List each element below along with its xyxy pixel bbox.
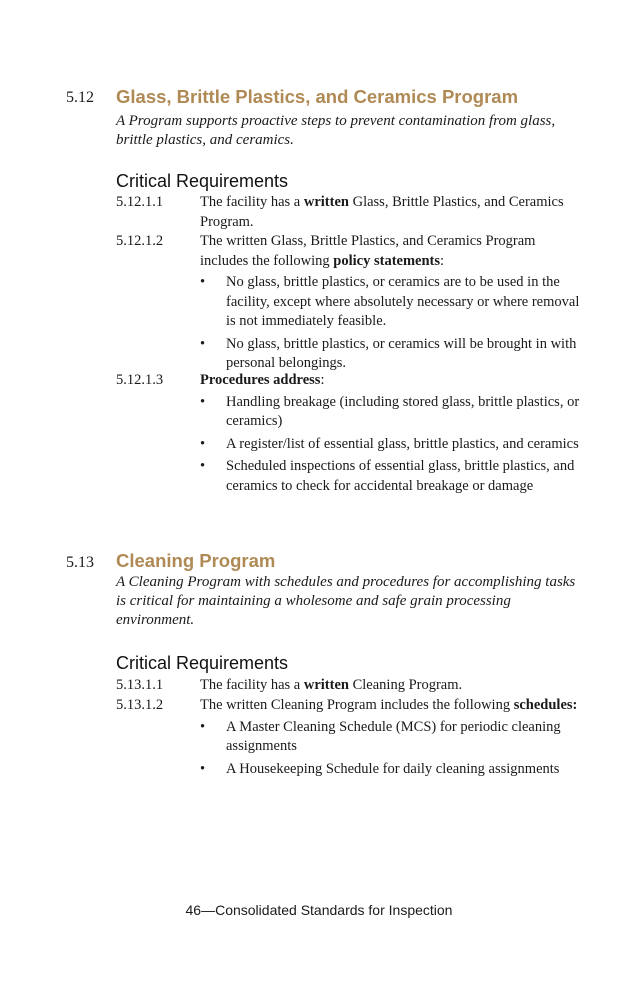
list-item: • Handling breakage (including stored glass, brittle plastics, or ceramics) [200,393,580,429]
section-intro: A Cleaning Program with schedules and procedures for accomplishing tasks is critical for maintaining a wholesome and safe grain processing environment. [116,574,576,628]
critical-requirements-heading: Critical Requirements [116,653,289,673]
requirement-number: 5.12.1.2 [116,233,164,249]
list-item: • A Housekeeping Schedule for daily cleaning assignments [200,760,560,777]
requirement-text: The facility has a written Cleaning Program. [200,677,463,693]
bullet-list [200,273,586,374]
bullet-list [200,393,586,497]
section-number: 5.13 [66,554,94,571]
requirement-number: 5.13.1.2 [116,697,164,713]
requirement-number: 5.12.1.3 [116,372,164,388]
requirement-item [116,676,586,696]
list-item: • A register/list of essential glass, brittle plastics, and ceramics [200,435,579,452]
list-item: • Scheduled inspections of essential glass, brittle plastics, and ceramics to check for accidental breakage or damage [200,458,575,494]
bullet-list [200,718,586,780]
section-number: 5.12 [66,89,94,106]
requirement-number: 5.13.1.1 [116,677,164,693]
section-intro: A Program supports proactive steps to prevent contamination from glass, brittle plastics, and ceramics. [116,113,556,148]
requirement-item [116,193,586,232]
critical-requirements-heading: Critical Requirements [116,171,289,191]
requirement-item [116,371,586,499]
list-item: • No glass, brittle plastics, or ceramics will be brought in with personal belongings. [200,335,577,371]
section-title: Cleaning Program [116,550,276,571]
page-footer: 46—Consolidated Standards for Inspection [185,902,453,918]
requirement-item [116,696,586,782]
requirement-text: The written Glass, Brittle Plastics, and Ceramics Program includes the following policy statements: • No glass, brittle plastics, or ceramics are to be used in the facility, except where absolutely necessary or where removal is not immediately feasible. • No glass, brittle plastics, or ceramics will be brought in with personal belongings. [200,232,586,374]
section-title: Glass, Brittle Plastics, and Ceramics Program [116,86,519,107]
requirement-text: The facility has a written Glass, Brittle Plastics, and Ceramics Program. [200,194,564,230]
requirement-item [116,232,586,377]
requirement-number: 5.12.1.1 [116,194,164,210]
list-item: • No glass, brittle plastics, or ceramics are to be used in the facility, except where absolutely necessary or where removal is not immediately feasible. [200,274,580,329]
requirement-text: Procedures address: • Handling breakage (including stored glass, brittle plastics, or ceramics) • A register/list of essential glass, brittle plastics, and ceramics • Scheduled inspections of essential glass, brittle plastics, and ceramics to check for accidental breakage or damage [200,371,586,496]
list-item: • A Master Cleaning Schedule (MCS) for periodic cleaning assignments [200,718,561,754]
requirement-text: The written Cleaning Program includes the following schedules: • A Master Cleaning Schedule (MCS) for periodic cleaning assignments • A Housekeeping Schedule for daily cleaning assignments [200,696,586,779]
